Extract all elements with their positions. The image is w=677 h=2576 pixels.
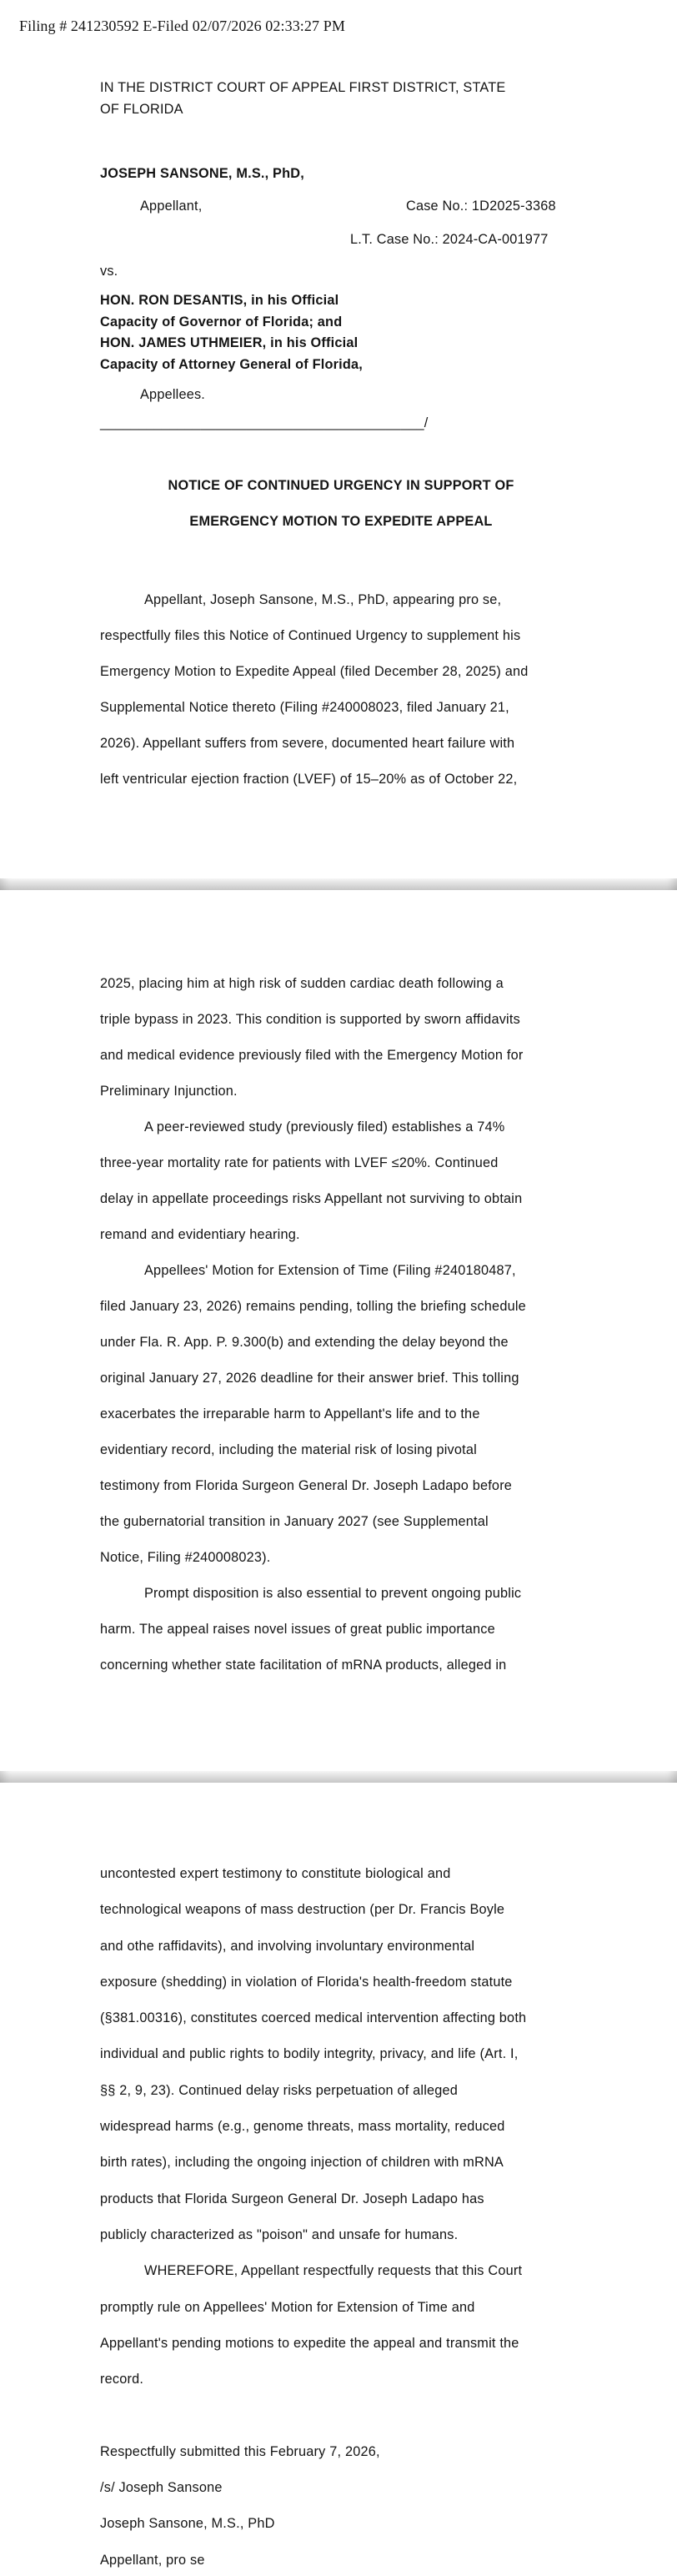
appellant-designation: Appellant, — [140, 199, 203, 214]
text-line: NOTICE OF CONTINUED URGENCY IN SUPPORT OF — [168, 478, 514, 493]
text-line: exacerbates the irreparable harm to Appellant's life and to the — [100, 1406, 480, 1421]
text-line: and othe raffidavits), and involving involuntary environmental — [100, 1938, 475, 1954]
text-line: 2026). Appellant suffers from severe, documented heart failure with — [100, 736, 515, 751]
text-line: under Fla. R. App. P. 9.300(b) and extending the delay beyond the — [100, 1335, 509, 1350]
text-line: respectfully files this Notice of Continued Urgency to supplement his — [100, 628, 521, 643]
text-line: exposure (shedding) in violation of Florida's health-freedom statute — [100, 1974, 513, 1990]
text-line: A peer-reviewed study (previously filed) establishes a 74% — [144, 1119, 505, 1135]
efiling-stamp: Filing # 241230592 E-Filed 02/07/2026 02:33:27 PM — [19, 18, 345, 34]
text-line: OF FLORIDA — [100, 101, 183, 117]
page-2-body-text — [100, 966, 592, 1683]
text-line: (§381.00316), constitutes coerced medical intervention affecting both — [100, 2010, 527, 2026]
text-line: testimony from Florida Surgeon General Dr. Joseph Ladapo before — [100, 1478, 513, 1493]
text-line: promptly rule on Appellees' Motion for Extension of Time and — [100, 2299, 475, 2315]
lower-tribunal-case-number: L.T. Case No.: 2024-CA-001977 — [350, 232, 549, 247]
text-line: three-year mortality rate for patients with LVEF ≤20%. Continued — [100, 1155, 499, 1170]
text-line: and medical evidence previously filed with the Emergency Motion for — [100, 1048, 524, 1063]
text-line: uncontested expert testimony to constitute biological and — [100, 1866, 451, 1881]
text-line: Appellant's pending motions to expedite the appeal and transmit the — [100, 2335, 519, 2351]
text-line: Joseph Sansone, M.S., PhD — [100, 2516, 275, 2532]
text-line: 2025, placing him at high risk of sudden cardiac death following a — [100, 976, 504, 991]
page-1-body-text — [100, 582, 592, 797]
text-line: HON. RON DESANTIS, in his Official — [100, 293, 339, 308]
text-line: technological weapons of mass destruction (per Dr. Francis Boyle — [100, 1902, 505, 1918]
caption-rule-line: __________________________________________/ — [100, 415, 429, 430]
text-line: products that Florida Surgeon General Dr. Joseph Ladapo has — [100, 2191, 484, 2206]
text-line: original January 27, 2026 deadline for their answer brief. This tolling — [100, 1371, 519, 1386]
page-separator — [0, 1771, 677, 1783]
text-line: individual and public rights to bodily integrity, privacy, and life (Art. I, — [100, 2046, 519, 2062]
text-line: Appellees' Motion for Extension of Time (Filing #240180487, — [144, 1263, 516, 1278]
case-number: Case No.: 1D2025-3368 — [406, 199, 556, 214]
text-line: left ventricular ejection fraction (LVEF) of 15–20% as of October 22, — [100, 772, 518, 787]
text-line: Capacity of Attorney General of Florida, — [100, 356, 363, 372]
text-line: the gubernatorial transition in January 2027 (see Supplemental — [100, 1514, 489, 1529]
text-line: harm. The appeal raises novel issues of great public importance — [100, 1622, 495, 1637]
text-line: Appellant, pro se — [100, 2552, 205, 2568]
document-page-1 — [0, 0, 677, 878]
text-line: birth rates), including the ongoing injection of children with mRNA — [100, 2155, 504, 2171]
text-line: Emergency Motion to Expedite Appeal (filed December 28, 2025) and — [100, 664, 529, 679]
text-line: triple bypass in 2023. This condition is supported by sworn affidavits — [100, 1012, 520, 1027]
appellant-name: JOSEPH SANSONE, M.S., PhD, — [100, 166, 304, 181]
court-name — [100, 78, 505, 120]
page-3-body-text — [100, 1856, 592, 2576]
text-line: filed January 23, 2026) remains pending, tolling the briefing schedule — [100, 1299, 526, 1314]
text-line: Supplemental Notice thereto (Filing #240008023, filed January 21, — [100, 700, 509, 715]
text-line: EMERGENCY MOTION TO EXPEDITE APPEAL — [189, 514, 493, 529]
text-line: evidentiary record, including the material risk of losing pivotal — [100, 1442, 477, 1457]
page-separator — [0, 878, 677, 890]
text-line — [100, 2397, 592, 2433]
text-line: record. — [100, 2372, 144, 2387]
versus-label: vs. — [100, 264, 118, 279]
text-line: Capacity of Governor of Florida; and — [100, 314, 343, 330]
text-line: Respectfully submitted this February 7, 2026, — [100, 2443, 380, 2459]
text-line: delay in appellate proceedings risks Appellant not surviving to obtain — [100, 1191, 523, 1206]
document-page-2 — [0, 890, 677, 1771]
appellees-names — [100, 290, 363, 375]
text-line: IN THE DISTRICT COURT OF APPEAL FIRST DISTRICT, STATE — [100, 80, 506, 95]
text-line: remand and evidentiary hearing. — [100, 1227, 300, 1242]
text-line: publicly characterized as "poison" and unsafe for humans. — [100, 2226, 459, 2242]
text-line: Prompt disposition is also essential to prevent ongoing public — [144, 1586, 522, 1601]
document-page-3 — [0, 1783, 677, 2576]
document-title — [100, 468, 582, 540]
text-line: Appellant, Joseph Sansone, M.S., PhD, appearing pro se, — [144, 592, 502, 607]
text-line: concerning whether state facilitation of mRNA products, alleged in — [100, 1658, 507, 1673]
text-line: WHEREFORE, Appellant respectfully requests that this Court — [144, 2263, 523, 2279]
text-line: Preliminary Injunction. — [100, 1084, 238, 1099]
text-line: §§ 2, 9, 23). Continued delay risks perpetuation of alleged — [100, 2082, 459, 2098]
text-line: Notice, Filing #240008023). — [100, 1550, 271, 1565]
text-line: widespread harms (e.g., genome threats, mass mortality, reduced — [100, 2119, 505, 2135]
text-line: HON. JAMES UTHMEIER, in his Official — [100, 335, 359, 350]
appellees-designation: Appellees. — [140, 387, 206, 402]
text-line: /s/ Joseph Sansone — [100, 2480, 223, 2496]
